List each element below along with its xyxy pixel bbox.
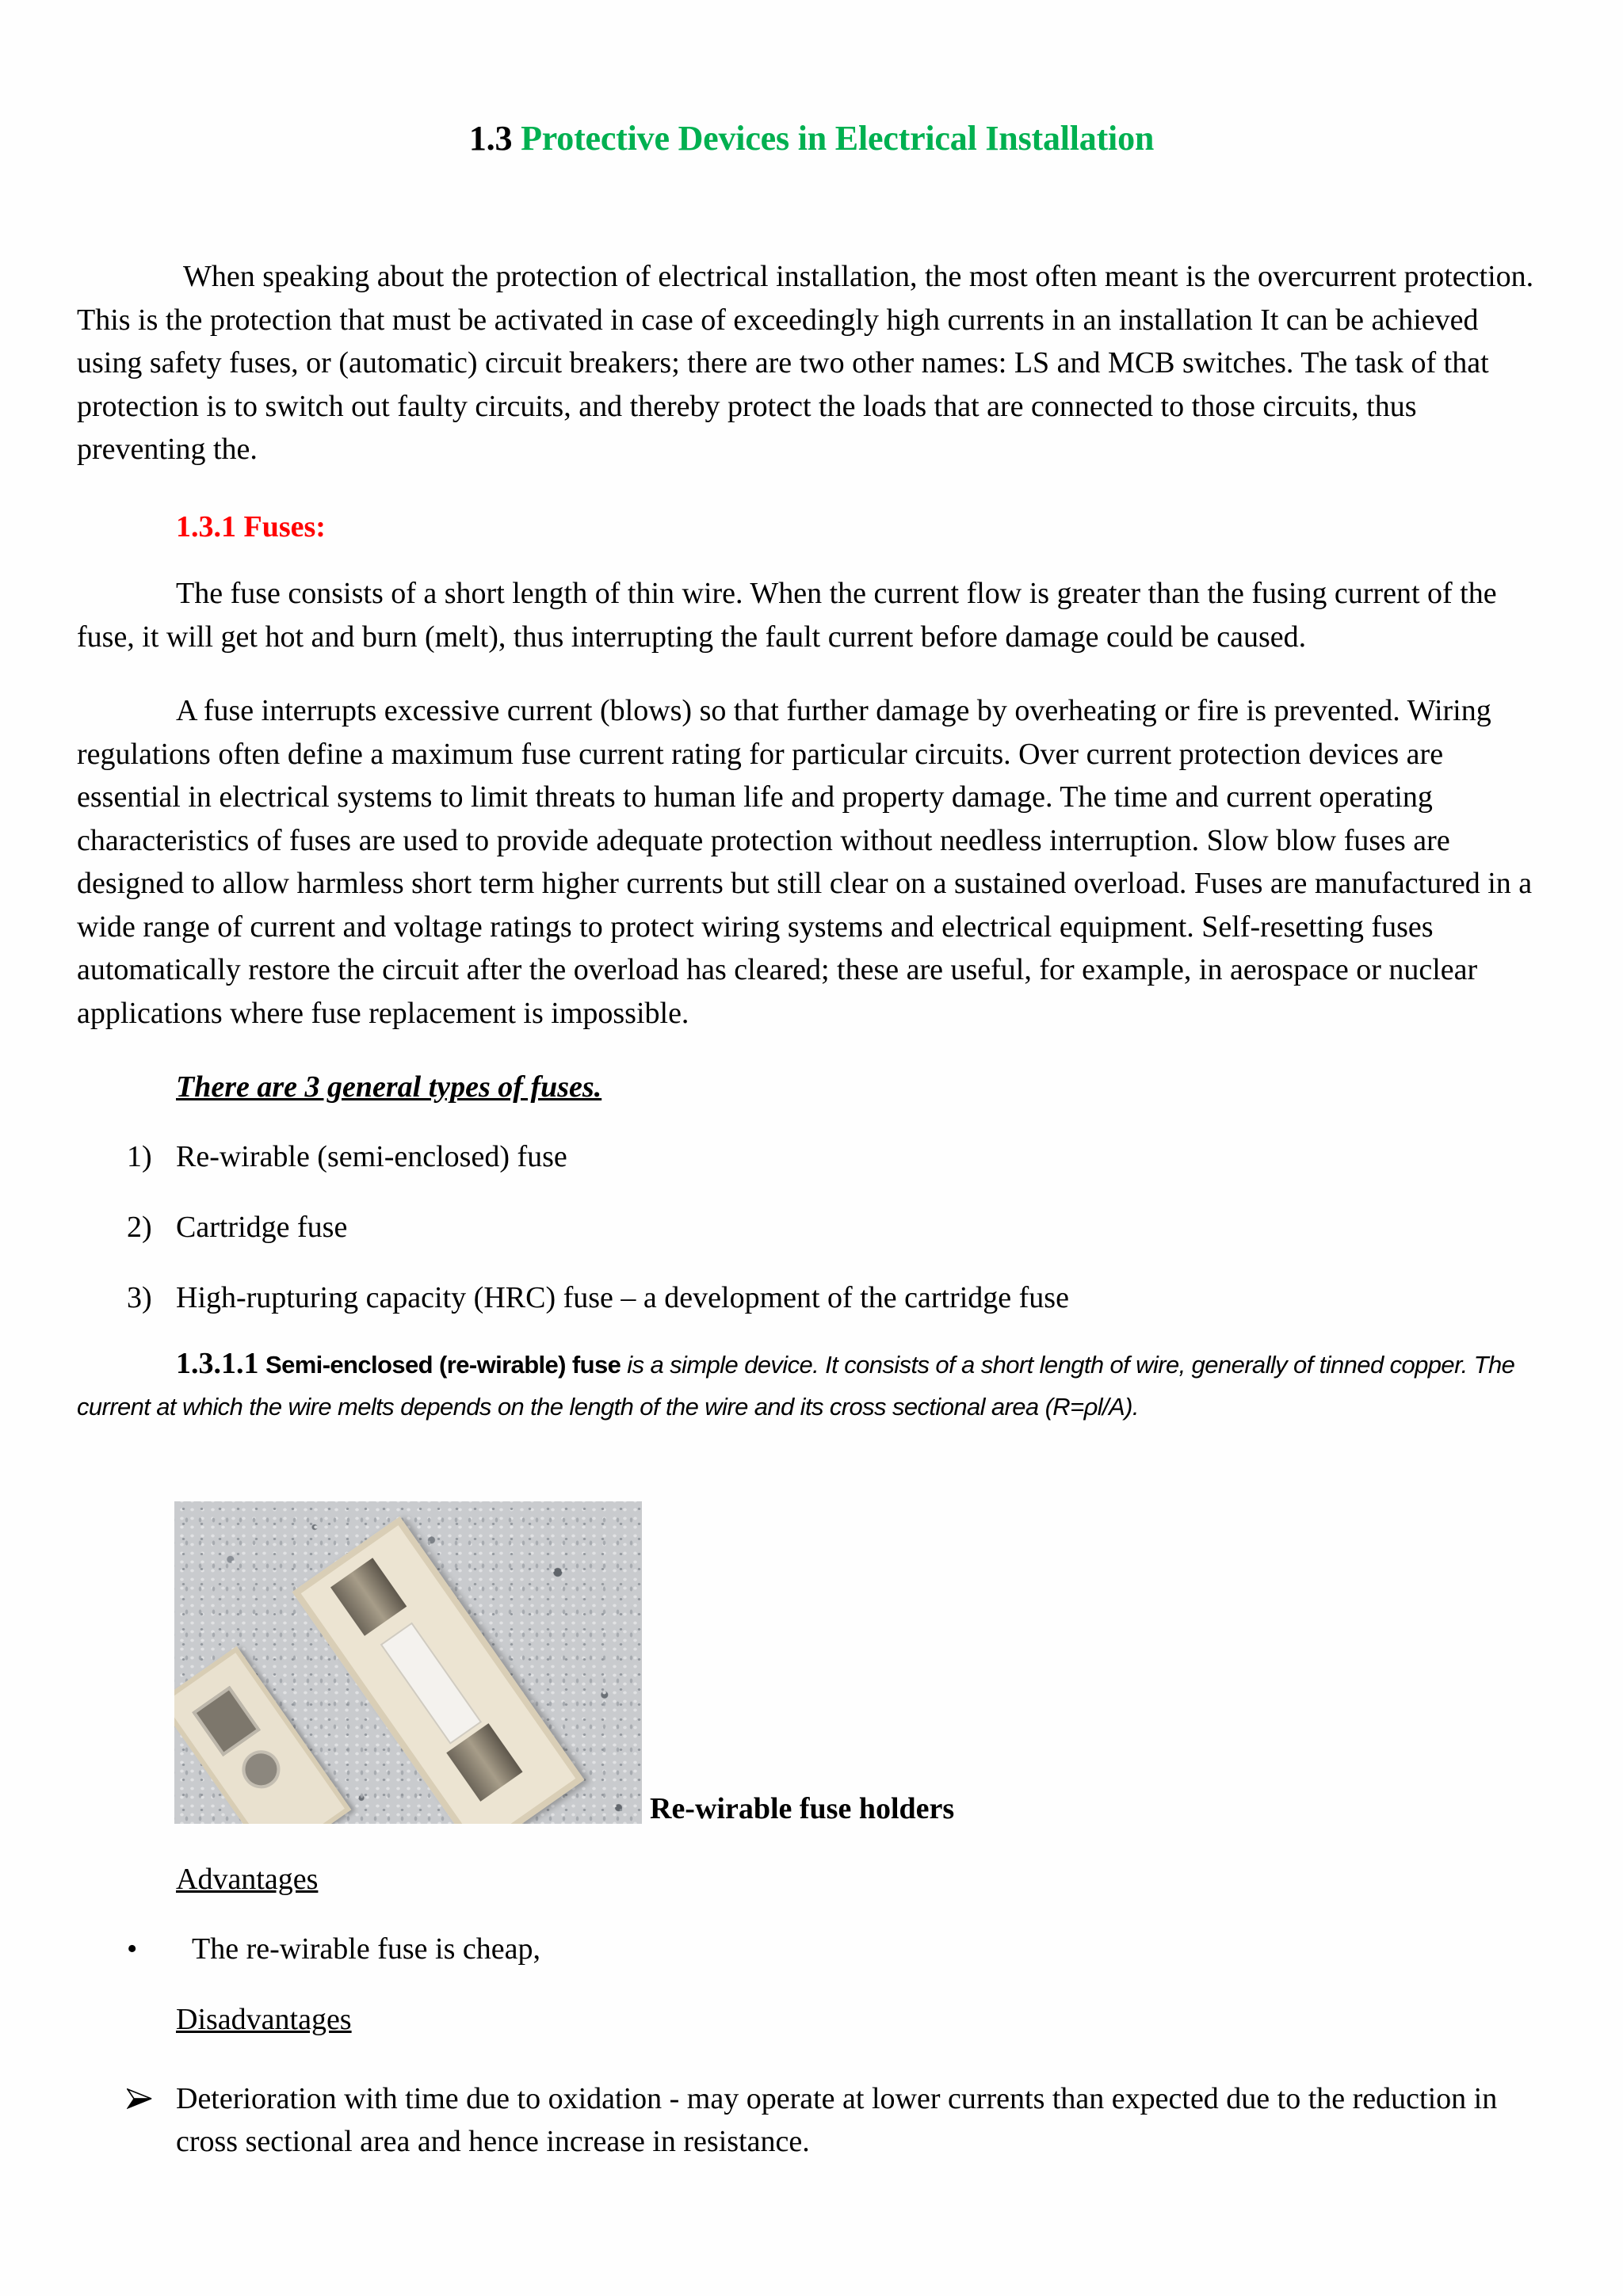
list-item-text: Re-wirable (semi-enclosed) fuse <box>176 1140 567 1173</box>
list-item-number: 3) <box>127 1281 152 1314</box>
list-item-text: Cartridge fuse <box>176 1211 348 1244</box>
arrow-bullet-icon <box>127 2088 152 2109</box>
fuse-contact-blade <box>330 1558 407 1636</box>
disadvantages-label: Disadvantages <box>176 2003 352 2036</box>
section-1311-term: Semi-enclosed (re-wirable) fuse <box>265 1351 621 1379</box>
fuse-wire-carrier <box>380 1622 482 1744</box>
section-1311-paragraph <box>77 1343 1545 1428</box>
page-title <box>0 115 1623 162</box>
list-item-number: 2) <box>127 1211 152 1244</box>
advantages-label: Advantages <box>176 1863 319 1896</box>
disadvantage-item-text: Deterioration with time due to oxidation - may operate at lower currents than expected due to the reduction in cross sectional area and hence increase in resistance. <box>176 2082 1498 2158</box>
fuse-clip <box>192 1686 261 1756</box>
intro-paragraph: When speaking about the protection of electrical installation, the most often meant is the overcurrent protection. This is the protection that must be activated in case of exceedingly high currents in an installation It can be achieved using safety fuses, or (automatic) circuit breakers; there are two other names: LS and MCB switches. The task of that protection is to switch out faulty circuits, and thereby protect the loads that are connected to those circuits, thus preventing the. <box>77 260 1534 466</box>
list-item-number: 1) <box>127 1140 152 1173</box>
fuses-paragraph-2: A fuse interrupts excessive current (blows) so that further damage by overheating or fire is prevented. Wiring regulations often define a maximum fuse current rating for particular circuits. Over current protection devices are essential in electrical systems to limit threats to human life and property damage. The time and current operating characteristics of fuses are used to provide adequate protection without needless interruption. Slow blow fuses are designed to allow harmless short term higher currents but still clear on a sustained overload. Fuses are manufactured in a wide range of current and voltage ratings to protect wiring systems and electrical equipment. Self-resetting fuses automatically restore the circuit after the overload has cleared; these are useful, for example, in aerospace or nuclear applications where fuse replacement is impossible. <box>77 694 1533 1030</box>
title-number: 1.3 <box>468 119 513 158</box>
section-1311-description: is a simple device. It consists of a short length of wire, generally of tinned copper. The current at which the wire melts depends on the length of the wire and its cross sectional area (R=ρl/A). <box>77 1351 1515 1421</box>
list-item-text: High-rupturing capacity (HRC) fuse – a development of the cartridge fuse <box>176 1281 1069 1314</box>
section-heading-fuses: 1.3.1 Fuses: <box>176 510 326 543</box>
fuses-paragraph-1: The fuse consists of a short length of thin wire. When the current flow is greater than the fusing current of the fuse, it will get hot and burn (melt), thus interrupting the fault current before damage could be caused. <box>77 577 1497 654</box>
figure-caption: Re-wirable fuse holders <box>650 1792 955 1825</box>
title-text: Protective Devices in Electrical Installation <box>521 119 1155 158</box>
advantage-item-text: The re-wirable fuse is cheap, <box>192 1932 540 1966</box>
fuse-holders-image <box>174 1501 642 1824</box>
section-1311-number: 1.3.1.1 <box>176 1347 259 1380</box>
bullet-icon: • <box>127 1932 138 1966</box>
fuse-screw <box>235 1743 288 1796</box>
fuse-types-heading: There are 3 general types of fuses. <box>176 1070 602 1104</box>
disadvantage-item <box>127 2077 1545 2163</box>
